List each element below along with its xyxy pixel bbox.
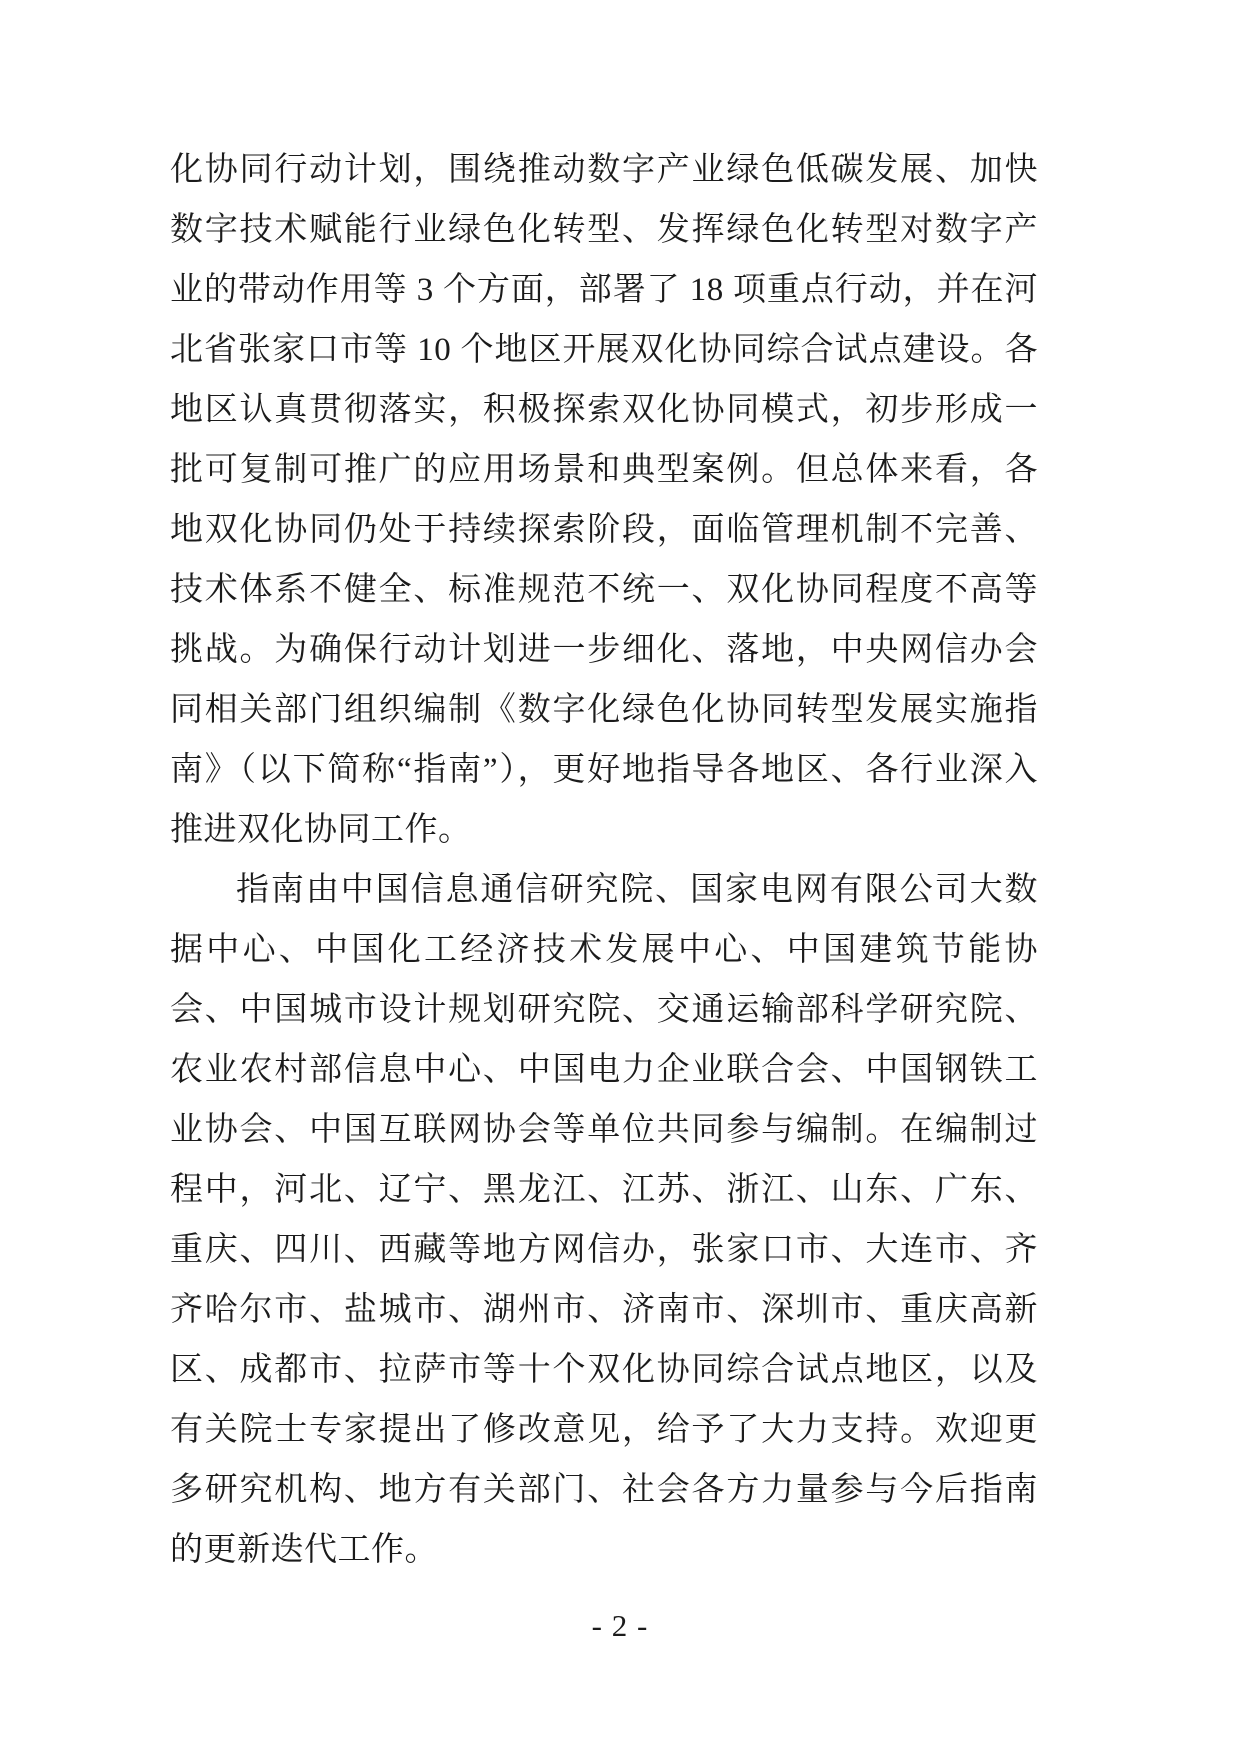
paragraph-continuation: 化协同行动计划，围绕推动数字产业绿色低碳发展、加快数字技术赋能行业绿色化转型、发挥绿色化转型对数字产业的带动作用等 3 个方面，部署了 18 项重点行动，并在河北省张家口市等 10 个地区开展双化协同综合试点建设。各地区认真贯彻落实，积极探索双化协同模式，初步形成一批可复制可推广的应用场景和典型案例。但总体来看，各地双化协同仍处于持续探索阶段，面临管理机制不完善、技术体系不健全、标准规范不统一、双化协同程度不高等挑战。为确保行动计划进一步细化、落地，中央网信办会同相关部门组织编制《数字化绿色化协同转型发展实施指南》（以下简称“指南”），更好地指导各地区、各行业深入推进双化协同工作。 — [170, 152, 1038, 848]
page-footer — [0, 1608, 1240, 1644]
paragraph-guide-compilers: 指南由中国信息通信研究院、国家电网有限公司大数据中心、中国化工经济技术发展中心、中国建筑节能协会、中国城市设计规划研究院、交通运输部科学研究院、农业农村部信息中心、中国电力企业联合会、中国钢铁工业协会、中国互联网协会等单位共同参与编制。在编制过程中，河北、辽宁、黑龙江、江苏、浙江、山东、广东、重庆、四川、西藏等地方网信办，张家口市、大连市、齐齐哈尔市、盐城市、湖州市、济南市、深圳市、重庆高新区、成都市、拉萨市等十个双化协同综合试点地区，以及有关院士专家提出了修改意见，给予了大力支持。欢迎更多研究机构、地方有关部门、社会各方力量参与今后指南的更新迭代工作。 — [170, 872, 1038, 1568]
page-number: - 2 - — [591, 1608, 649, 1643]
document-body — [170, 140, 1038, 1580]
